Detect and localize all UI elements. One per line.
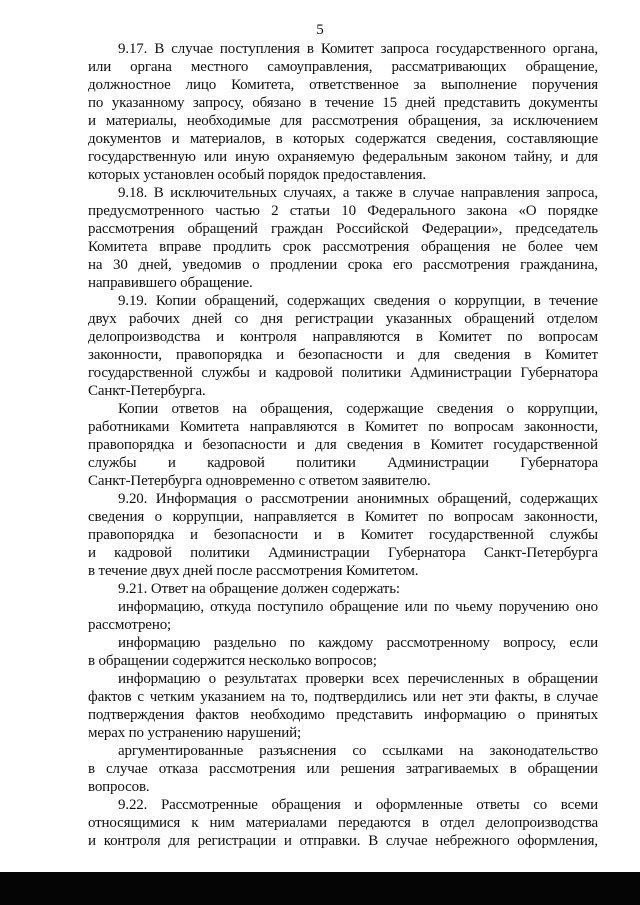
text-line: Санкт-Петербурга одновременно с ответом заявителю. — [88, 473, 431, 489]
text-line: государственной службы и кадровой политики Администрации Губернатора — [88, 365, 598, 381]
text-line: 9.22. Рассмотренные обращения и оформленные ответы со всеми — [118, 797, 598, 813]
text-line: работниками Комитета направляются в Комитет по вопросам законности, — [88, 419, 598, 435]
text-line: мерах по устранению нарушений; — [88, 725, 302, 741]
text-line: сведения о коррупции, направляется в Комитет по вопросам законности, — [88, 509, 598, 525]
text-line: которых установлен особый порядок предоставления. — [88, 167, 426, 183]
text-line: двух рабочих дней со дня регистрации указанных обращений отделом — [88, 311, 598, 327]
text-line: должностное лицо Комитета, ответственное за выполнение поручения — [88, 77, 598, 93]
text-line: фактов с четким указанием на то, подтвердились или нет эти факты, в случае — [88, 689, 598, 705]
text-line: по указанному запросу, обязано в течение 15 дней представить документы — [88, 95, 598, 111]
text-line: и кадровой политики Администрации Губернатора Санкт-Петербурга — [88, 545, 598, 561]
text-line: вопросов. — [88, 779, 150, 795]
text-line: государственную или иную охраняемую федеральным законом тайну, и для — [88, 149, 598, 165]
text-line: на 30 дней, уведомив о продлении срока его рассмотрения гражданина, — [88, 257, 598, 273]
text-line: службы и кадровой политики Администрации Губернатора — [88, 455, 598, 471]
text-line: в течение двух дней после рассмотрения Комитетом. — [88, 563, 419, 579]
text-line: 9.21. Ответ на обращение должен содержать: — [118, 581, 400, 597]
text-line: Санкт-Петербурга. — [88, 383, 206, 399]
text-line: и контроля для регистрации и отправки. В случае небрежного оформления, — [88, 833, 598, 849]
text-line: Комитета вправе продлить срок рассмотрения обращения не более чем — [88, 239, 598, 255]
text-line: 9.17. В случае поступления в Комитет запроса государственного органа, — [118, 41, 598, 57]
text-line: законности, правопорядка и безопасности и для сведения в Комитет — [88, 347, 598, 363]
text-line: правопорядка и безопасности и для сведения в Комитет государственной — [88, 437, 598, 453]
scan-border — [0, 872, 640, 905]
text-line: аргументированные разъяснения со ссылками на законодательство — [118, 743, 598, 759]
text-line: и материалы, необходимые для рассмотрения обращения, за исключением — [88, 113, 598, 129]
text-line: или органа местного самоуправления, рассматривающих обращение, — [88, 59, 598, 75]
text-line: в обращении содержится несколько вопросов; — [88, 653, 377, 669]
text-line: делопроизводства и контроля направляются в Комитет по вопросам — [88, 329, 598, 345]
text-line: рассмотрения обращений граждан Российской Федерации», председатель — [88, 221, 598, 237]
text-line: направившего обращение. — [88, 275, 253, 291]
text-line: 9.18. В исключительных случаях, а также в случае направления запроса, — [118, 185, 598, 201]
text-line: правопорядка и безопасности и в Комитет государственной службы — [88, 527, 598, 543]
text-line: информацию раздельно по каждому рассмотренному вопросу, если — [118, 635, 598, 651]
text-line: подтверждения фактов необходимо представить информацию о принятых — [88, 707, 598, 723]
text-line: Копии ответов на обращения, содержащие сведения о коррупции, — [118, 401, 598, 417]
text-line: в случае отказа рассмотрения или решения затрагиваемых в обращении — [88, 761, 598, 777]
text-line: рассмотрено; — [88, 617, 172, 633]
document-body — [88, 40, 598, 850]
text-line: 9.20. Информация о рассмотрении анонимных обращений, содержащих — [118, 491, 598, 507]
text-line: документов и материалов, в которых содержатся сведения, составляющие — [88, 131, 598, 147]
text-line: информацию о результатах проверки всех перечисленных в обращении — [118, 671, 598, 687]
text-line: предусмотренного частью 2 статьи 10 Федерального закона «О порядке — [88, 203, 598, 219]
text-line: относящимися к ним материалами передаются в отдел делопроизводства — [88, 815, 598, 831]
page-number: 5 — [316, 22, 324, 38]
text-line: информацию, откуда поступило обращение или по чьему поручению оно — [118, 599, 598, 615]
text-line: 9.19. Копии обращений, содержащих сведения о коррупции, в течение — [118, 293, 598, 309]
